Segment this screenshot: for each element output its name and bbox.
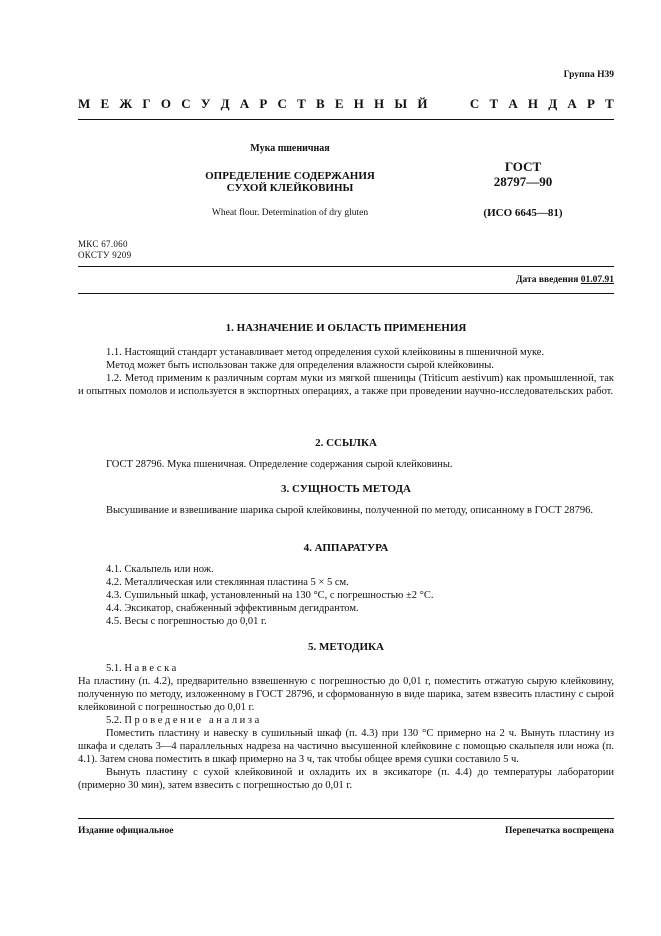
paragraph: На пластину (п. 4.2), предварительно взвешенную с погрешностью до 0,01 г, поместить отжатую сырую клейковину, полученную по методу, изложенному в ГОСТ 28796, и сформованную в виде шарика, затем взвесить пластину с сырой клейковиной с погрешностью до 0,01 г.: [78, 676, 614, 713]
paragraph: Поместить пластину и навеску в сушильный шкаф (п. 4.3) при 130 °С примерно на 2 ч. Вынуть пластину из шкафа и сделать 3—4 параллельных надреза на частично высушенной клейковине с помощью скальпеля или ножа (п. 4.1). Затем снова поместить в шкаф примерно на 3 ч, так чтобы общее время сушки составило 5 ч.: [78, 728, 614, 765]
list-item: 4.3. Сушильный шкаф, установленный на 130 °С, с погрешностью ±2 °С.: [106, 590, 434, 601]
banner-letter: Т: [605, 96, 614, 111]
banner-gap: [438, 96, 460, 112]
section-heading: 2. ССЫЛКА: [315, 437, 377, 449]
banner-letter: М: [78, 96, 91, 111]
interstate-standard-banner: [78, 96, 614, 112]
english-title: Wheat flour. Determination of dry gluten: [211, 208, 369, 218]
date-label: Дата введения: [515, 275, 579, 285]
banner-letter: Р: [259, 96, 268, 111]
section-heading: 4. АППАРАТУРА: [303, 542, 389, 554]
banner-letter: Й: [417, 96, 428, 111]
banner-letter: Н: [353, 96, 364, 111]
banner-letter: Т: [489, 96, 499, 111]
gost-number: 28797—90: [493, 174, 553, 189]
subsection-number: 5.2.: [106, 715, 122, 726]
banner-letter: О: [160, 96, 172, 111]
banner-letter: А: [567, 96, 577, 111]
subsection-number: 5.1.: [106, 663, 122, 674]
section-heading: 5. МЕТОДИКА: [308, 641, 384, 653]
section-heading: 3. СУЩНОСТЬ МЕТОДА: [281, 483, 411, 495]
banner-letter: Р: [587, 96, 595, 111]
title-line-1: ОПРЕДЕЛЕНИЕ СОДЕРЖАНИЯ: [205, 170, 375, 182]
group-code: Группа Н39: [563, 70, 614, 80]
subsection-name: Проведение анализа: [124, 715, 262, 726]
reprint-note: Перепечатка воспрещена: [504, 826, 614, 836]
banner-letter: Е: [100, 96, 110, 111]
banner-letter: У: [200, 96, 211, 111]
banner-letter: Г: [142, 96, 151, 111]
banner-letter: С: [277, 96, 287, 111]
date-value: 01.07.91: [580, 275, 614, 285]
banner-letter: Н: [527, 96, 539, 111]
apparatus-list: [78, 563, 614, 628]
mks-code: МКС 67.060: [78, 239, 128, 249]
section-heading: 1. НАЗНАЧЕНИЕ И ОБЛАСТЬ ПРИМЕНЕНИЯ: [225, 322, 467, 334]
subsection-name: Навеска: [124, 663, 179, 674]
banner-letter: Ы: [394, 96, 408, 111]
paragraph: 1.2. Метод применим к различным сортам муки из мягкой пшеницы (Triticum aestivum) как промышленной, так и опытных помолов и используется в экспортных операциях, а также при проведении научно-исследовательских работ.: [78, 373, 614, 397]
header-rule: [78, 119, 614, 120]
edition-note: Издание официальное: [78, 826, 174, 836]
banner-letter: В: [315, 96, 325, 111]
section-body: [78, 458, 614, 471]
banner-letter: С: [181, 96, 191, 111]
paragraph: ГОСТ 28796. Мука пшеничная. Определение содержания сырой клейковины.: [106, 459, 453, 470]
subsection-title: [78, 662, 614, 675]
title-rule: [78, 266, 614, 267]
banner-letter: Ж: [119, 96, 133, 111]
product-name: Мука пшеничная: [250, 143, 330, 154]
banner-letter: Д: [548, 96, 558, 111]
list-item: 4.1. Скальпель или нож.: [106, 564, 214, 575]
gost-designation: [468, 159, 578, 189]
gost-label: ГОСТ: [504, 159, 542, 174]
paragraph: Высушивание и взвешивание шарика сырой клейковины, полученной по методу, описанному в ГОСТ 28796.: [106, 505, 594, 516]
banner-letter: С: [469, 96, 480, 111]
iso-reference: (ИСО 6645—81): [483, 207, 563, 219]
banner-letter: Т: [297, 96, 306, 111]
paragraph: Метод может быть использован также для определения влажности сырой клейковины.: [106, 360, 494, 371]
section-body: [78, 662, 614, 792]
banner-letter: Д: [220, 96, 230, 111]
list-item: 4.5. Весы с погрешностью до 0,01 г.: [106, 616, 267, 627]
effective-date: [516, 275, 614, 285]
banner-letter: А: [239, 96, 250, 111]
banner-letter: А: [508, 96, 518, 111]
date-rule: [78, 293, 614, 294]
paragraph: 1.1. Настоящий стандарт устанавливает метод определения сухой клейковины в пшеничной муке.: [106, 347, 545, 358]
footer-rule: [78, 818, 614, 819]
okstu-code: ОКСТУ 9209: [78, 250, 132, 260]
section-body: [78, 504, 614, 517]
document-title: [168, 170, 412, 194]
paragraph: Вынуть пластину с сухой клейковиной и охладить их в эксикаторе (п. 4.4) до температуры лаборатории (примерно 30 мин), затем взвесить с погрешностью до 0,01 г.: [78, 767, 614, 791]
classification-codes: [78, 239, 131, 261]
section-body: [78, 346, 614, 398]
list-item: 4.2. Металлическая или стеклянная пластина 5 × 5 см.: [106, 577, 349, 588]
list-item: 4.4. Эксикатор, снабженный эффективным дегидрантом.: [106, 603, 359, 614]
banner-letter: Н: [374, 96, 385, 111]
subsection-title: [78, 714, 614, 727]
title-line-2: СУХОЙ КЛЕЙКОВИНЫ: [226, 182, 354, 194]
banner-letter: Е: [334, 96, 344, 111]
